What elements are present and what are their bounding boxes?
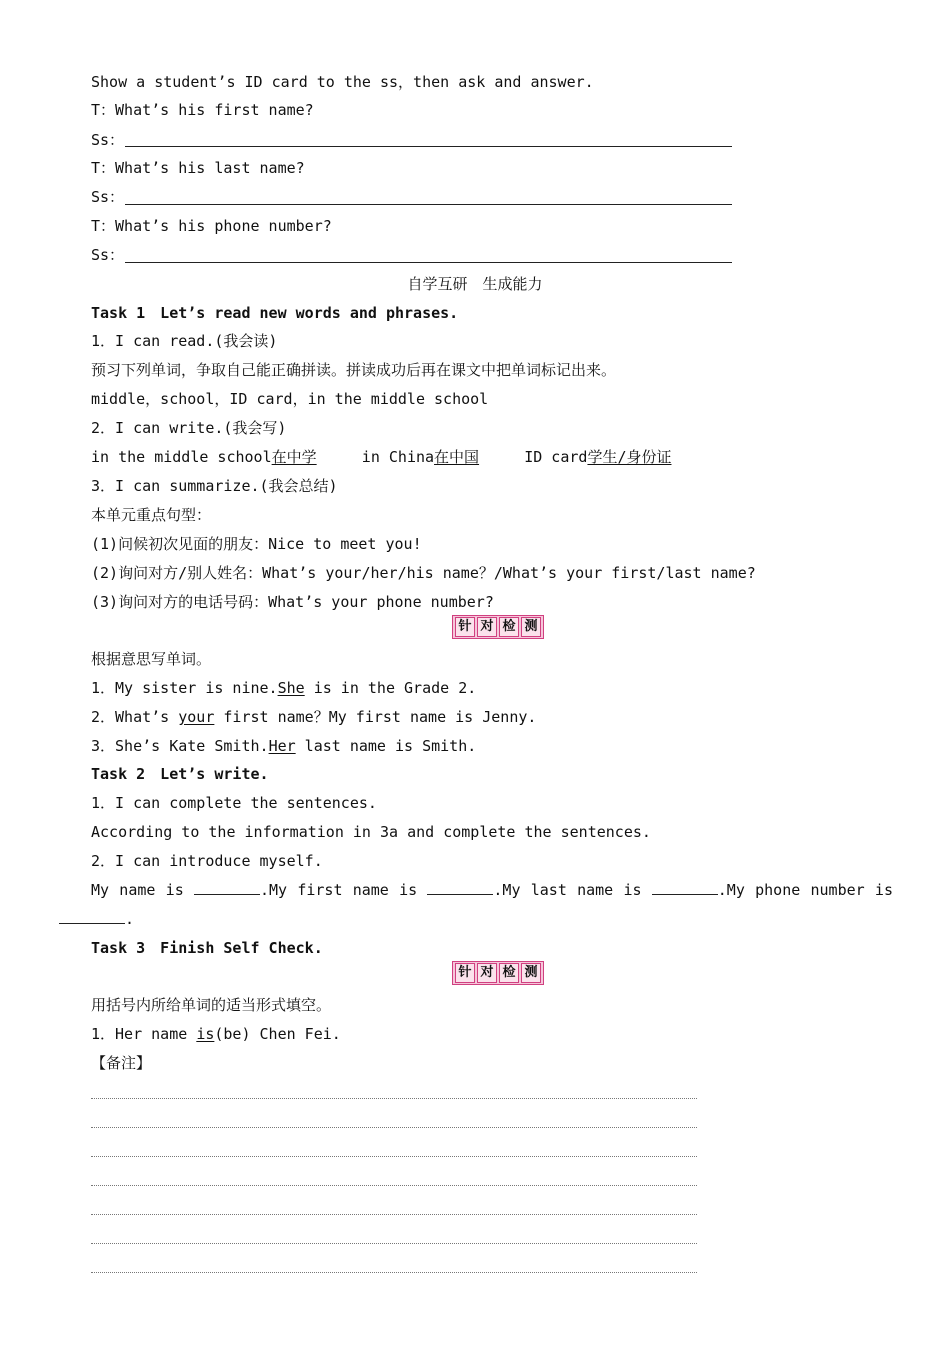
sentence-text: 1．My sister is nine. <box>91 679 278 697</box>
badge-char: 测 <box>521 963 541 983</box>
question-first-name: T：What’s his first name? <box>91 101 314 119</box>
note-line[interactable] <box>91 1214 697 1215</box>
note-line[interactable] <box>91 1272 697 1273</box>
first-name-blank[interactable] <box>427 880 493 895</box>
phrase-3: ID card <box>524 448 588 466</box>
badge-char: 对 <box>477 617 497 637</box>
sentence-text: is in the Grade 2. <box>304 679 477 697</box>
notes-label: 【备注】 <box>91 1054 152 1072</box>
badge-char: 针 <box>455 617 475 637</box>
paragraph-text: . <box>125 910 135 928</box>
note-line[interactable] <box>91 1185 697 1186</box>
answer-label-1: Ss： <box>91 131 125 149</box>
check-badge-1 <box>452 615 544 639</box>
paragraph-text: .My first name is <box>259 881 428 899</box>
task1-item2-phrases <box>91 447 671 467</box>
intro-paragraph-end <box>59 909 134 929</box>
answer-word: is <box>196 1025 215 1043</box>
paragraph-text: .My phone number is <box>717 881 893 899</box>
sentence-text: first name？My first name is Jenny. <box>214 708 537 726</box>
paragraph-text: My name is <box>91 881 194 899</box>
task1-item3: 3．I can summarize.(我会总结) <box>91 477 338 495</box>
check1-instruction: 根据意思写单词。 <box>91 650 212 668</box>
badge-char: 对 <box>477 963 497 983</box>
task1-item2: 2．I can write.(我会写) <box>91 419 287 437</box>
check1-sentence-2 <box>91 707 536 727</box>
question-phone-number: T：What’s his phone number? <box>91 217 332 235</box>
note-line[interactable] <box>91 1098 697 1099</box>
note-line[interactable] <box>91 1156 697 1157</box>
task3-sentence-1 <box>91 1024 341 1044</box>
badge-char: 测 <box>521 617 541 637</box>
answer-blank-1[interactable] <box>125 146 732 147</box>
section-title: 自学互研 生成能力 <box>407 275 543 293</box>
sentence-text: 3．She’s Kate Smith. <box>91 737 269 755</box>
name-blank[interactable] <box>194 880 260 895</box>
task1-item1-words: middle，school，ID card，in the middle school <box>91 390 489 408</box>
sentence-text: last name is Smith. <box>295 737 477 755</box>
phrase-2: in China <box>361 448 435 466</box>
paragraph-text: .My last name is <box>493 881 652 899</box>
sentence-text: 2．What’s <box>91 708 179 726</box>
answer-blank-3[interactable] <box>125 262 732 263</box>
note-line[interactable] <box>91 1243 697 1244</box>
intro-paragraph <box>91 880 893 900</box>
answer-word: Her <box>268 737 296 755</box>
badge-char: 针 <box>455 963 475 983</box>
task2-item2: 2．I can introduce myself. <box>91 852 323 870</box>
answer-label-3: Ss： <box>91 246 125 264</box>
task1-title: Task 1 Let’s read new words and phrases. <box>91 304 459 322</box>
intro-line: Show a student’s ID card to the ss，then ask and answer. <box>91 73 594 91</box>
phrase-1-answer: 在中学 <box>271 448 317 466</box>
answer-blank-2[interactable] <box>125 204 732 205</box>
phrase-2-answer: 在中国 <box>434 448 480 466</box>
badge-char: 检 <box>499 963 519 983</box>
task2-item1: 1．I can complete the sentences. <box>91 794 377 812</box>
check1-sentence-1 <box>91 678 476 698</box>
phrase-1: in the middle school <box>91 448 272 466</box>
answer-label-2: Ss： <box>91 188 125 206</box>
check-badge-2 <box>452 961 544 985</box>
badge-char: 检 <box>499 617 519 637</box>
key-sentence-2: (2)询问对方/别人姓名：What’s your/her/his name？/What’s your first/last name? <box>91 564 756 582</box>
task1-item3-head: 本单元重点句型： <box>91 506 212 524</box>
key-sentence-1: (1)问候初次见面的朋友：Nice to meet you! <box>91 535 422 553</box>
note-line[interactable] <box>91 1127 697 1128</box>
task2-item1-desc: According to the information in 3a and complete the sentences. <box>91 823 651 841</box>
task3-title: Task 3 Finish Self Check. <box>91 939 323 957</box>
phone-number-blank[interactable] <box>59 909 125 924</box>
phrase-3-answer: 学生/身份证 <box>587 448 672 466</box>
task1-item1: 1．I can read.(我会读) <box>91 332 278 350</box>
answer-word: She <box>277 679 305 697</box>
task3-instruction: 用括号内所给单词的适当形式填空。 <box>91 996 332 1014</box>
check1-sentence-3 <box>91 736 476 756</box>
task1-item1-desc: 预习下列单词，争取自己能正确拼读。拼读成功后再在课文中把单词标记出来。 <box>91 361 617 379</box>
question-last-name: T：What’s his last name? <box>91 159 305 177</box>
sentence-text: 1．Her name <box>91 1025 197 1043</box>
answer-word: your <box>178 708 215 726</box>
last-name-blank[interactable] <box>652 880 718 895</box>
sentence-text: (be) Chen Fei. <box>214 1025 341 1043</box>
task2-title: Task 2 Let’s write. <box>91 765 269 783</box>
key-sentence-3: (3)询问对方的电话号码：What’s your phone number? <box>91 593 494 611</box>
